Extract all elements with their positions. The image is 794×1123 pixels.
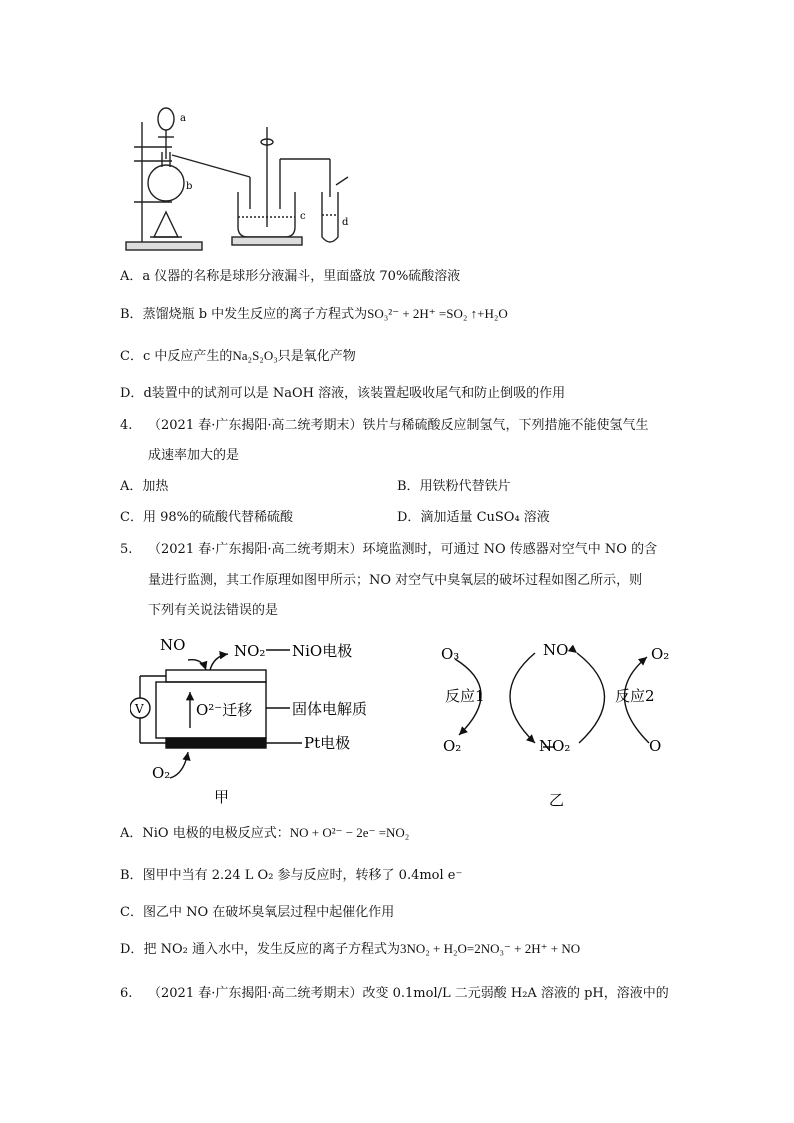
jia-caption: 甲 (214, 788, 230, 806)
q4-option-a: A．加热 (120, 479, 169, 494)
q4-option-c: C．用 98%的硫酸代替稀硫酸 (120, 510, 293, 525)
label-b: b (186, 181, 193, 192)
yi-no-label: NO (543, 641, 569, 659)
q5-option-d: D．把 NO₂ 通入水中，发生反应的离子方程式为3NO₂ + H₂O=2NO₃⁻ + 2H⁺ + NO (120, 941, 581, 957)
q4-option-d: D．滴加适量 CuSO₄ 溶液 (397, 510, 550, 525)
yi-o2-bottom-label: O₂ (443, 737, 462, 755)
jia-no2-label: NO₂ (234, 642, 266, 660)
voltmeter-icon: V (135, 702, 144, 716)
sensor-diagram-jia (130, 630, 400, 810)
yi-caption: 乙 (549, 791, 565, 809)
q6-number: 6. (120, 986, 133, 1001)
q5-stem-line3: 下列有关说法错误的是 (148, 603, 279, 618)
q4-stem-line2: 成速率加大的是 (148, 448, 240, 463)
q5-number: 5. (120, 542, 133, 557)
jia-no-label: NO (160, 636, 186, 654)
jia-o2-in-label: O₂ (152, 764, 171, 782)
yi-reaction1-label: 反应1 (445, 687, 485, 705)
q4-option-b: B．用铁粉代替铁片 (397, 479, 511, 494)
yi-o3-label: O₃ (441, 645, 460, 663)
label-a: a (180, 113, 186, 124)
q4-number: 4. (120, 418, 133, 433)
ozone-cycle-diagram-yi (435, 635, 685, 810)
yi-o2-top-label: O₂ (651, 645, 670, 663)
label-d: d (342, 217, 349, 228)
yi-reaction2-label: 反应2 (615, 687, 655, 705)
jia-electrolyte-label: 固体电解质 (292, 700, 368, 718)
q6-stem-line1: （2021 春·广东揭阳·高二统考期末）改变 0.1mol/L 二元弱酸 H₂A 溶液的 pH，溶液中的 (148, 986, 669, 1001)
q5-option-a: A．NiO 电极的电极反应式：NO + O²⁻ − 2e⁻ =NO₂ (120, 825, 410, 841)
label-c: c (300, 211, 306, 222)
yi-no2-label: NO₂ (539, 737, 571, 755)
jia-pt-electrode-label: Pt电极 (304, 734, 351, 752)
q5-stem-line2: 量进行监测，其工作原理如图甲所示；NO 对空气中臭氧层的破坏过程如图乙所示，则 (148, 573, 643, 588)
q3-option-c: C．c 中反应产生的Na₂S₂O₃只是氧化产物 (120, 348, 356, 364)
q3-option-b: B．蒸馏烧瓶 b 中发生反应的离子方程式为SO₃²⁻ + 2H⁺ =SO₂ ↑+H₂O (120, 306, 508, 322)
distillation-apparatus-figure (120, 97, 360, 257)
q3-option-a: A．a 仪器的名称是球形分液漏斗，里面盛放 70%硫酸溶液 (120, 269, 461, 284)
q5-option-b: B．图甲中当有 2.24 L O₂ 参与反应时，转移了 0.4mol e⁻ (120, 868, 463, 883)
jia-o2-migration-label: O²⁻迁移 (196, 701, 253, 719)
q3-option-d: D．d装置中的试剂可以是 NaOH 溶液，该装置起吸收尾气和防止倒吸的作用 (120, 386, 566, 401)
q5-option-c: C．图乙中 NO 在破坏臭氧层过程中起催化作用 (120, 905, 395, 920)
q5-stem-line1: （2021 春·广东揭阳·高二统考期末）环境监测时，可通过 NO 传感器对空气中 NO 的含 (148, 542, 658, 557)
jia-nio-electrode-label: NiO电极 (292, 642, 353, 660)
yi-o-label: O (649, 737, 662, 755)
q4-stem-line1: （2021 春·广东揭阳·高二统考期末）铁片与稀硫酸反应制氢气，下列措施不能使氢气生 (148, 418, 649, 433)
